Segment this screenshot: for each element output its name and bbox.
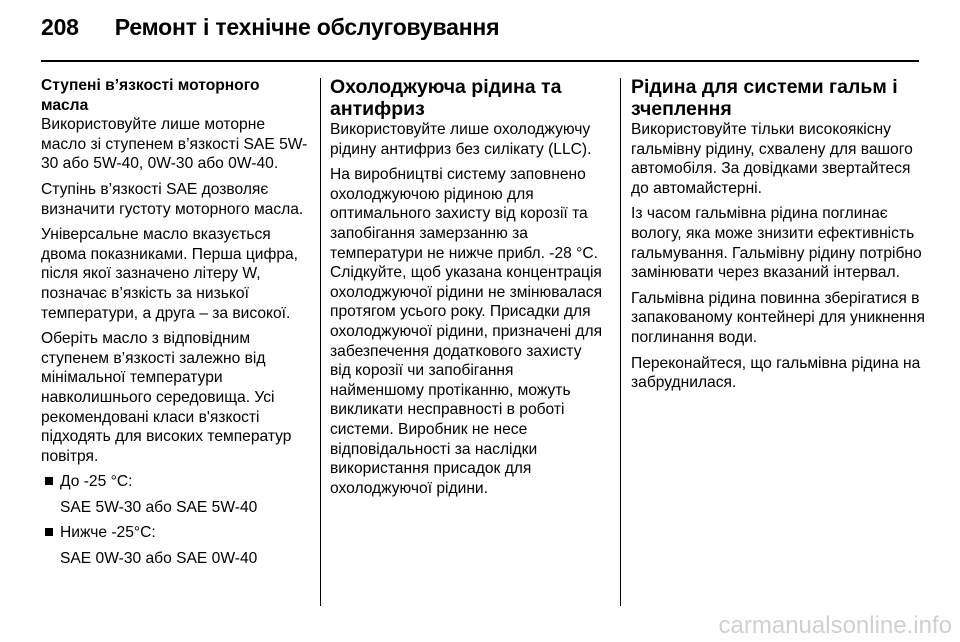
- section-heading-coolant: Охолоджуюча рідина та антифриз: [330, 76, 562, 120]
- column-engine-oil: [41, 76, 309, 575]
- bullet-item: [41, 523, 309, 543]
- section-heading-brake-fluid: Рідина для системи гальм і зчеплення: [631, 76, 898, 120]
- section-heading-oil-viscosity: Ступені в’язкості моторного масла: [41, 77, 260, 114]
- page-number: 208: [41, 14, 79, 40]
- bullet-value: SAE 5W-30 або SAE 5W-40: [60, 498, 258, 516]
- column-divider: [620, 78, 621, 606]
- paragraph: Ступінь в’язкості SAE дозволяє визначити густоту моторного масла.: [41, 180, 304, 218]
- paragraph: Використовуйте тільки високоякісну гальмівну рідину, схвалену для вашого автомобіля. За довідками звертайтеся до автомайстерні.: [631, 121, 913, 197]
- paragraph: На виробництві систему заповнено охолоджуючою рідиною для оптимального захисту від корозії та запобігання замерзанню за температури не нижче прибл. -28 °C. Слідкуйте, щоб указана концентрація охолоджуючої рідини не змінювалася протягом усього року. Присадки для охолоджуючої рідини, призначені для забезпечення додаткового захисту від корозії чи запобігання найменшому протіканню, можуть викликати несправності в роботі системи. Виробник не несе відповідальності за наслідки використання присадок для охолоджуючої рідини.: [330, 166, 603, 497]
- column-brake-fluid: [631, 76, 931, 399]
- bullet-value: SAE 0W-30 або SAE 0W-40: [60, 550, 258, 568]
- bullet-item: [41, 472, 309, 492]
- paragraph: Використовуйте лише охолоджуючу рідину антифриз без силікату (LLC).: [330, 121, 592, 158]
- paragraph: Використовуйте лише моторне масло зі ступенем в’язкості SAE 5W-30 або 5W-40, 0W-30 або 0W-40.: [41, 116, 308, 173]
- paragraph: Оберіть масло з відповідним ступенем в’язкості залежно від мінімальної температури навколишнього середовища. Усі рекомендовані класи в'язкості підходять для високих температур повітря.: [41, 330, 292, 465]
- page-header: [41, 14, 499, 48]
- column-divider: [320, 78, 321, 606]
- paragraph: Універсальне масло вказується двома показниками. Перша цифра, після якої зазначено літеру W, позначає в’язкість за низької температури, а друга – за високої.: [41, 226, 299, 322]
- chapter-title: Ремонт і технічне обслуговування: [114, 14, 500, 40]
- column-coolant: [330, 76, 605, 504]
- paragraph: Переконайтеся, що гальмівна рідина на забруднилася.: [631, 354, 921, 392]
- bullet-label: До -25 °C:: [60, 473, 133, 491]
- paragraph: Гальмівна рідина повинна зберігатися в запакованому контейнері для уникнення поглинання води.: [631, 289, 925, 346]
- header-rule: [41, 60, 919, 62]
- bullet-square-icon: [45, 477, 53, 485]
- paragraph: Із часом гальмівна рідина поглинає вологу, яка може знизити ефективність гальмування. Гальмівну рідину потрібно замінювати через вказаний інтервал.: [631, 205, 922, 282]
- bullet-label: Нижче -25°C:: [60, 524, 156, 542]
- bullet-square-icon: [45, 528, 53, 536]
- watermark: carmanualsonline.info: [718, 612, 952, 639]
